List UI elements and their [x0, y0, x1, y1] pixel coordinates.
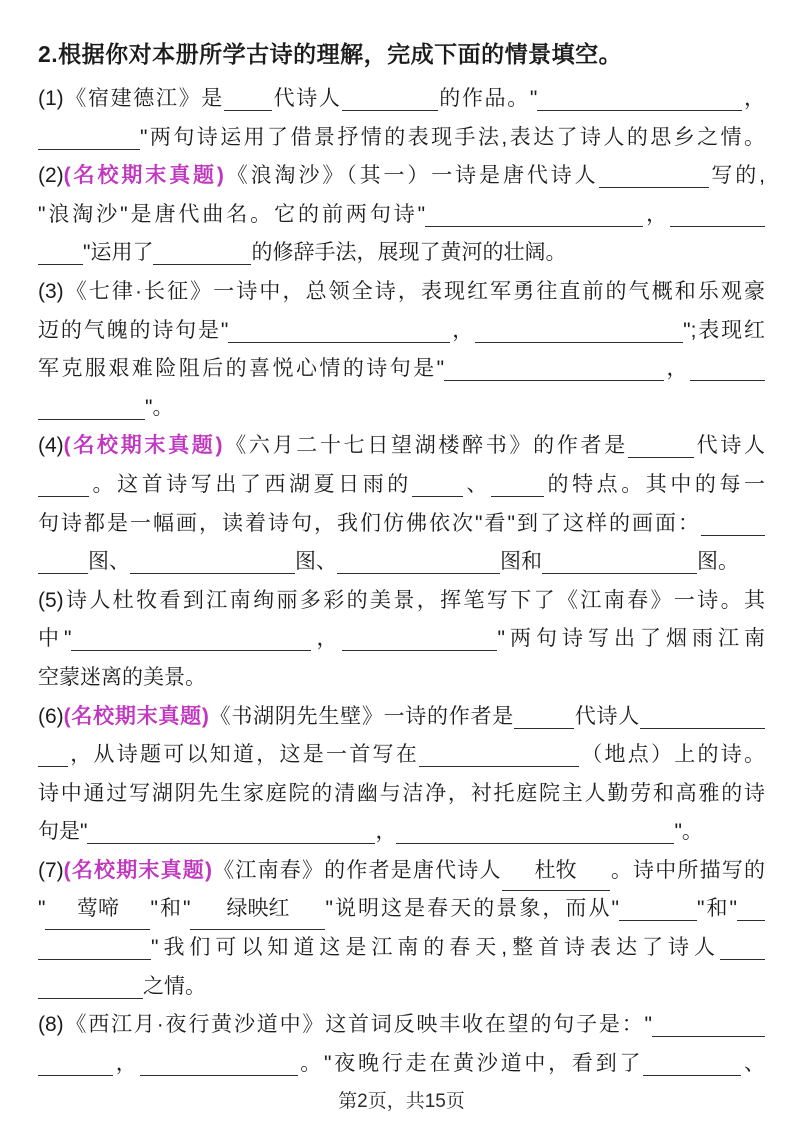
question-text: ， — [113, 1051, 140, 1075]
question-text: 《六月二十七日望湖楼醉书》的作者是 — [222, 434, 628, 458]
question-text: 图和 — [500, 550, 542, 574]
question — [38, 273, 765, 427]
question-text: "和" — [696, 897, 737, 921]
fill-in-blank — [720, 957, 765, 960]
question-text: 句诗都是一幅画，读着诗句，我们仿佛依次"看"到了这样的画面： — [38, 511, 701, 535]
question-text: (4) — [38, 434, 64, 458]
fill-in-blank — [701, 533, 765, 536]
fill-in-blank — [514, 726, 574, 729]
exam-source-tag: (名校期末真题) — [63, 704, 209, 728]
question-text: 《江南春》的作者是唐代诗人 — [212, 858, 502, 882]
question-text: "和" — [150, 897, 191, 921]
question-line — [38, 813, 765, 852]
fill-in-blank — [628, 455, 694, 458]
question-text: ， — [643, 202, 670, 226]
question — [38, 582, 765, 698]
fill-in-blank — [643, 1073, 741, 1076]
fill-in-blank — [38, 147, 140, 150]
fill-in-blank — [38, 417, 145, 420]
fill-in-blank — [153, 262, 251, 265]
fill-in-blank — [140, 1073, 298, 1076]
fill-in-blank — [640, 726, 765, 729]
question-text: 《浪淘沙》（其一）一诗是唐代诗人 — [223, 164, 599, 188]
fill-in-blank — [652, 1034, 765, 1037]
fill-in-blank — [670, 224, 765, 227]
fill-in-blank — [599, 185, 709, 188]
question-list — [38, 80, 765, 1083]
fill-in-blank — [491, 494, 544, 497]
answer-text: 杜牧 — [534, 858, 577, 882]
question-line — [38, 890, 765, 929]
question-text: ";表现红 — [683, 318, 765, 342]
question-text: ， — [375, 820, 397, 844]
question-text: (1)《宿建德江》是 — [38, 87, 224, 110]
question-text: 、 — [741, 1051, 765, 1075]
question-text: "我们可以知道这是江南的春天,整首诗表达了诗人 — [151, 936, 720, 960]
fill-in-blank — [87, 841, 375, 844]
question-text: 代诗人 — [271, 87, 342, 110]
question — [38, 698, 765, 852]
question-line — [38, 350, 765, 389]
question-line — [38, 1045, 765, 1084]
question-text: 。"夜晚行走在黄沙道中，看到了 — [297, 1051, 644, 1075]
fill-in-blank — [38, 262, 83, 265]
question-text: 图、 — [295, 550, 337, 574]
fill-in-blank — [412, 494, 463, 497]
answer-text: 莺啼 — [76, 897, 119, 921]
fill-in-blank — [690, 378, 765, 381]
fill-in-blank — [71, 648, 311, 651]
question-text: ， — [450, 318, 476, 342]
question-text: "。 — [674, 820, 703, 844]
question — [38, 80, 765, 157]
exam-source-tag: (名校期末真题) — [63, 164, 224, 188]
fill-in-blank — [619, 918, 697, 921]
question-line — [38, 698, 765, 737]
fill-in-blank — [38, 571, 88, 574]
question-line — [38, 119, 765, 158]
question-line — [38, 427, 765, 466]
question-text: (5)诗人杜牧看到江南绚丽多彩的美景，挥笔写下了《江南春》一诗。其 — [38, 588, 765, 612]
question-line — [38, 505, 765, 544]
question-text: "两句诗运用了借景抒情的表现手法,表达了诗人的思乡之情。 — [140, 125, 765, 149]
question-text: 。诗中所描写的 — [609, 858, 766, 882]
question — [38, 1006, 765, 1083]
question-text: ， — [664, 357, 691, 381]
fill-in-blank — [337, 571, 500, 574]
page-footer: 第2页，共15页 — [338, 1091, 465, 1113]
question-text: 。这首诗写出了西湖夏日雨的 — [89, 472, 412, 496]
question-text: 诗中通过写湖阴先生家庭院的清幽与洁净，衬托庭院主人勤劳和高雅的诗 — [38, 781, 765, 805]
answer-blank — [190, 890, 325, 930]
question-text: "浪淘沙"是唐代曲名。它的前两句诗" — [38, 202, 426, 226]
question-line — [38, 466, 765, 505]
fill-in-blank — [224, 108, 272, 111]
fill-in-blank — [475, 340, 683, 343]
question-line — [38, 968, 765, 1007]
question-line — [38, 929, 765, 968]
question-text: 图。 — [697, 550, 739, 574]
question-text: (6) — [38, 704, 64, 728]
question-text: ， — [311, 627, 343, 651]
question-line — [38, 852, 765, 891]
question-line — [38, 157, 765, 196]
question-line — [38, 312, 765, 351]
question-line — [38, 620, 765, 659]
fill-in-blank — [228, 340, 450, 343]
question — [38, 427, 765, 581]
question-line — [38, 736, 765, 775]
fill-in-blank — [444, 378, 664, 381]
question-text: 的修辞手法，展现了黄河的壮阔。 — [251, 241, 567, 265]
question-text: 的作品。" — [437, 87, 538, 110]
answer-text: 绿映红 — [226, 897, 290, 921]
fill-in-blank — [419, 764, 579, 767]
fill-in-blank — [342, 108, 438, 111]
page-title: 2.根据你对本册所学古诗的理解，完成下面的情景填空。 — [38, 41, 623, 67]
question-text: 代诗人 — [574, 704, 641, 728]
question-text: 图、 — [88, 550, 130, 574]
question-text: (3)《七律·长征》一诗中，总领全诗，表现红军勇往直前的气概和乐观豪 — [38, 279, 765, 303]
question-text: 句是" — [38, 820, 88, 844]
answer-blank — [502, 852, 610, 892]
question-line — [38, 389, 765, 428]
fill-in-blank — [396, 841, 674, 844]
fill-in-blank — [342, 648, 497, 651]
question-text: 代诗人 — [693, 434, 766, 458]
question-text: (8)《西江月·夜行黄沙道中》这首词反映丰收在望的句子是：" — [38, 1013, 652, 1037]
question-text: 、 — [462, 472, 491, 496]
question-text: 空蒙迷离的美景。 — [38, 665, 206, 689]
fill-in-blank — [38, 1073, 113, 1076]
question-text: " — [38, 897, 46, 921]
question-text: 迈的气魄的诗句是" — [38, 318, 229, 342]
fill-in-blank — [38, 494, 89, 497]
question-text: 之情。 — [143, 974, 206, 998]
question-line — [38, 1006, 765, 1045]
question-text: "运用了 — [83, 241, 154, 265]
question-text: "。 — [145, 395, 174, 419]
question-text: 的特点。其中的每一 — [543, 472, 766, 496]
fill-in-blank — [737, 918, 765, 921]
question-line — [38, 273, 765, 312]
question-line — [38, 775, 765, 814]
question-text: (7) — [38, 858, 64, 882]
fill-in-blank — [130, 571, 295, 574]
question-text: 写的, — [708, 164, 765, 188]
exam-source-tag: (名校期末真题) — [63, 434, 223, 458]
question — [38, 852, 765, 1006]
question-line — [38, 196, 765, 235]
question-line — [38, 543, 765, 582]
question-line — [38, 582, 765, 621]
fill-in-blank — [38, 996, 143, 999]
question-line — [38, 234, 765, 273]
question-line — [38, 659, 765, 698]
exam-source-tag: (名校期末真题) — [63, 858, 212, 882]
fill-in-blank — [38, 764, 68, 767]
question-text: （地点）上的诗。 — [579, 743, 765, 767]
fill-in-blank — [542, 571, 697, 574]
question-text: "两句诗写出了烟雨江南 — [497, 627, 765, 651]
question-text: ， — [742, 87, 765, 110]
answer-blank — [45, 890, 150, 930]
question-text: ，从诗题可以知道，这是一首写在 — [68, 743, 419, 767]
question-text: "说明这是春天的景象，而从" — [325, 897, 619, 921]
fill-in-blank — [537, 108, 742, 111]
question-text: 军克服艰难险阻后的喜悦心情的诗句是" — [38, 357, 445, 381]
question — [38, 157, 765, 273]
question-text: 中" — [38, 627, 72, 651]
fill-in-blank — [425, 224, 643, 227]
question-text: (2) — [38, 164, 64, 188]
fill-in-blank — [38, 957, 151, 960]
question-text: 《书湖阴先生壁》一诗的作者是 — [208, 704, 515, 728]
question-line — [38, 80, 765, 119]
